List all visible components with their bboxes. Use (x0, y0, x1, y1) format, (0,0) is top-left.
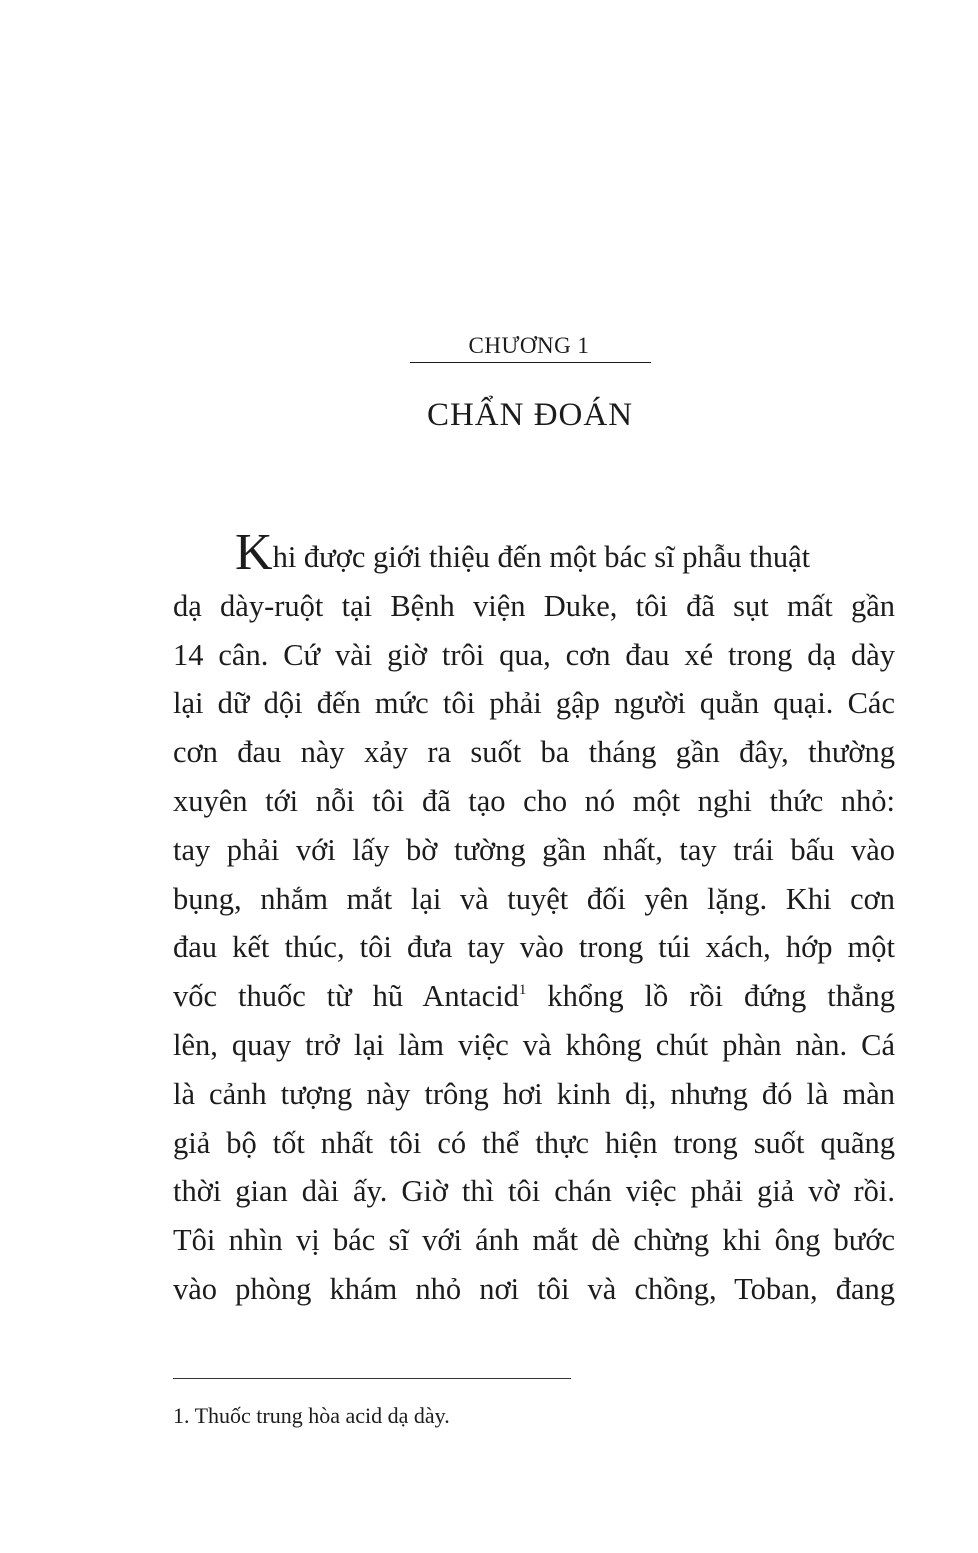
footnote-divider (173, 1378, 571, 1379)
first-line-text: hi được giới thiệu đến một bác sĩ phẫu thuật (272, 540, 811, 574)
body-line: cơn đau này xảy ra suốt ba tháng gần đây, thường (173, 735, 895, 770)
drop-cap: K (235, 524, 273, 581)
body-line: lên, quay trở lại làm việc và không chút phàn nàn. Cá (173, 1027, 895, 1062)
body-line: thời gian dài ấy. Giờ thì tôi chán việc phải giả vờ rồi. (173, 1174, 895, 1209)
body-line: dạ dày-ruột tại Bệnh viện Duke, tôi đã sụt mất gần (173, 588, 895, 623)
chapter-divider (410, 362, 651, 363)
chapter-label: CHƯƠNG 1 (468, 333, 590, 358)
body-line: lại dữ dội đến mức tôi phải gập người quằn quại. Các (173, 686, 895, 721)
body-line: tay phải với lấy bờ tường gần nhất, tay trái bấu vào (173, 832, 895, 867)
antacid-text-after: khổng lồ rồi đứng thẳng (526, 979, 895, 1014)
footnote: 1. Thuốc trung hòa acid dạ dày. (173, 1403, 450, 1428)
body-line: vào phòng khám nhỏ nơi tôi và chồng, Toban, đang (173, 1271, 895, 1306)
body-line: Tôi nhìn vị bác sĩ với ánh mắt dè chừng khi ông bước (173, 1223, 895, 1258)
chapter-title: CHẨN ĐOÁN (426, 397, 634, 433)
footnote-reference: 1 (518, 982, 527, 999)
body-line: là cảnh tượng này trông hơi kinh dị, nhưng đó là màn (173, 1076, 895, 1111)
body-line-1 (173, 524, 895, 582)
body-line: bụng, nhắm mắt lại và tuyệt đối yên lặng. Khi cơn (173, 881, 895, 916)
body-line-antacid (173, 972, 895, 1021)
body-paragraph (173, 524, 895, 1314)
body-line: đau kết thúc, tôi đưa tay vào trong túi xách, hớp một (173, 930, 895, 965)
body-line: giả bộ tốt nhất tôi có thể thực hiện trong suốt quãng (173, 1125, 895, 1160)
body-line: 14 cân. Cứ vài giờ trôi qua, cơn đau xé trong dạ dày (173, 637, 895, 672)
antacid-text-before: vốc thuốc từ hũ Antacid (173, 979, 519, 1014)
body-line: xuyên tới nỗi tôi đã tạo cho nó một nghi thức nhỏ: (173, 783, 895, 818)
